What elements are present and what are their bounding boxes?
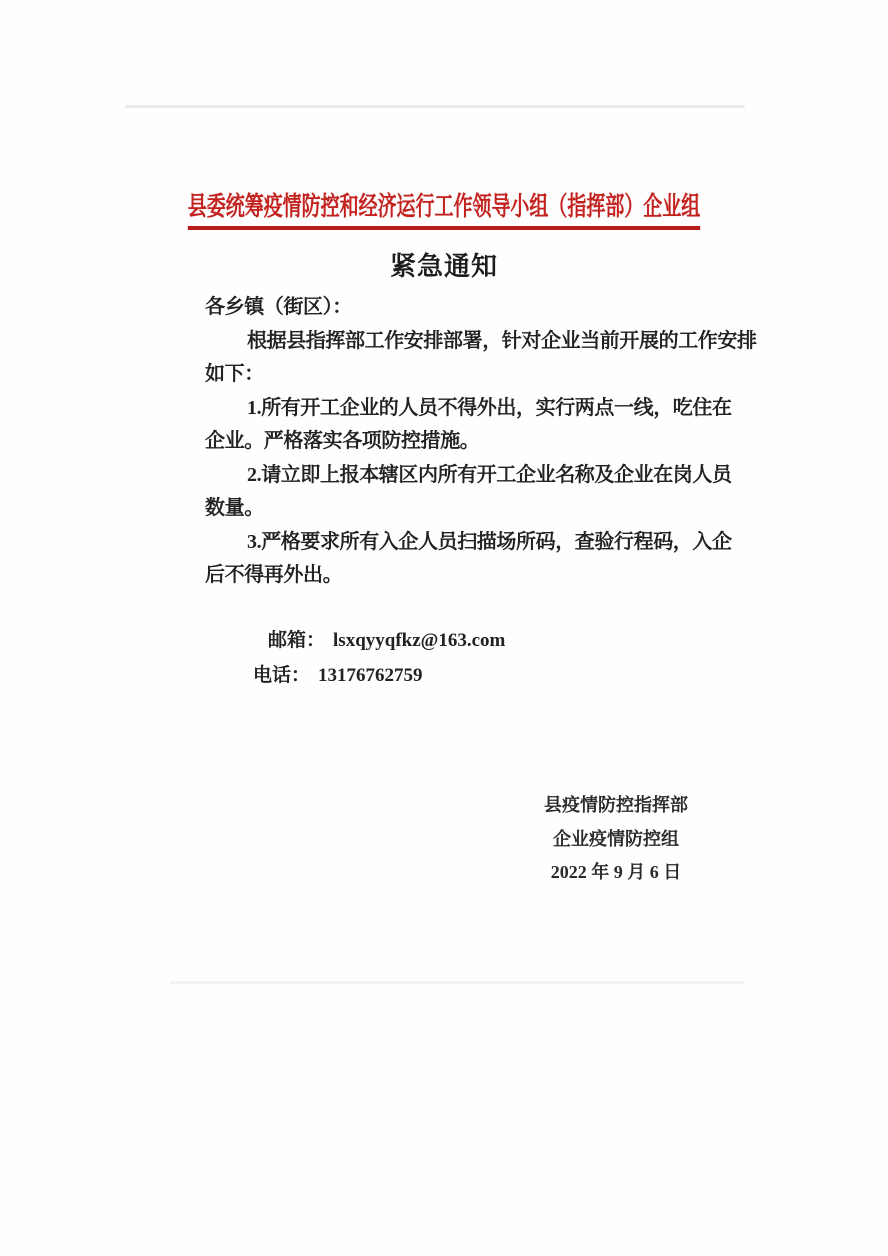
intro-line: 如下： bbox=[205, 363, 264, 385]
item-1-line: 企业。严格落实各项防控措施。 bbox=[205, 430, 480, 452]
email-value: lsxqyyqfkz@163.com bbox=[333, 630, 506, 651]
contact-info bbox=[205, 623, 505, 693]
signature-block bbox=[506, 789, 726, 890]
salutation-line: 各乡镇（街区）： bbox=[205, 296, 352, 318]
scan-artifact-line-top bbox=[125, 105, 745, 108]
notice-body bbox=[205, 291, 757, 593]
org-title-red-underlined: 县委统筹疫情防控和经济运行工作领导小组（指挥部）企业组 bbox=[188, 186, 700, 230]
intro-line: 根据县指挥部工作安排部署，针对企业当前开展的工作安排 bbox=[247, 329, 757, 352]
document-header bbox=[0, 186, 888, 230]
signature-date-line: 2022 年 9 月 6 日 bbox=[550, 862, 682, 882]
item-3-line: 3.严格要求所有入企人员扫描场所码，查验行程码，入企 bbox=[247, 530, 732, 553]
phone-line bbox=[253, 658, 505, 693]
signature-org-line: 县疫情防控指挥部 bbox=[544, 795, 688, 815]
item-2-line: 数量。 bbox=[205, 497, 264, 519]
scan-artifact-line-bottom bbox=[170, 981, 745, 984]
signature-group-line: 企业疫情防控组 bbox=[553, 828, 679, 849]
item-3-line: 后不得再外出。 bbox=[205, 564, 343, 586]
item-1-line: 1.所有开工企业的人员不得外出，实行两点一线，吃住在 bbox=[247, 396, 732, 419]
email-line bbox=[268, 623, 505, 658]
email-label: 邮箱： bbox=[268, 630, 326, 651]
item-2-line: 2.请立即上报本辖区内所有开工企业名称及企业在岗人员 bbox=[247, 463, 732, 486]
notice-title: 紧急通知 bbox=[389, 252, 498, 281]
phone-label: 电话： bbox=[253, 665, 311, 686]
phone-value: 13176762759 bbox=[318, 665, 423, 686]
